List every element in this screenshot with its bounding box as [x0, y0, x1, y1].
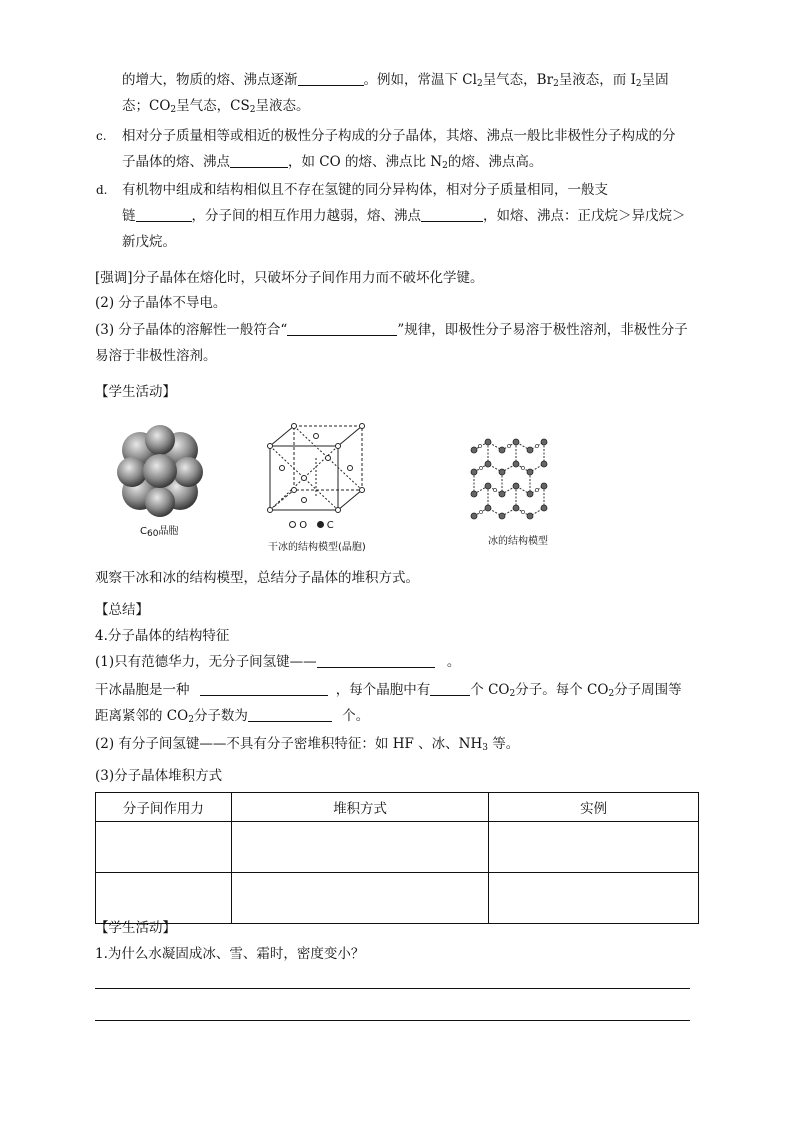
text-line — [122, 126, 676, 146]
text-line — [95, 706, 369, 730]
answer-line[interactable] — [95, 988, 690, 989]
section-heading: 【学生活动】 — [95, 920, 176, 936]
text-line — [122, 152, 542, 176]
caption-text: C — [140, 526, 147, 537]
text: ，如熔、沸点：正戊烷＞异戊烷＞ — [483, 208, 686, 224]
text: (2) 有分子间氢键——不具有分子密堆积特征：如 HF 、冰、NH — [95, 736, 483, 752]
subscript: 2 — [442, 161, 448, 171]
text-line — [95, 652, 460, 672]
answer-blank[interactable] — [287, 321, 397, 336]
subscript: 2 — [608, 689, 615, 699]
text: 。 — [446, 654, 461, 670]
dry-ice-legend — [289, 520, 334, 531]
table-cell[interactable] — [489, 873, 699, 924]
text-line — [122, 70, 669, 94]
text: 分子。每个 CO — [515, 682, 609, 698]
text-line — [122, 96, 309, 120]
subsection-title: (3)分子晶体堆积方式 — [95, 768, 223, 784]
text: 新戊烷。 — [122, 234, 176, 250]
text: 呈液态，而 I — [558, 72, 636, 88]
text: 呈固 — [641, 72, 669, 88]
list-marker-c: c. — [96, 129, 107, 143]
subscript: 2 — [635, 79, 642, 89]
text: 呈液态。 — [255, 98, 310, 114]
text: ，如 CO 的熔、沸点比 N — [288, 154, 443, 170]
c60-cell-figure — [110, 420, 210, 520]
table-cell[interactable] — [96, 822, 232, 873]
text-line — [95, 320, 688, 340]
subscript: 3 — [482, 743, 488, 753]
carbon-marker-icon — [317, 521, 324, 528]
text: 分子数为 — [193, 708, 248, 724]
text: 距离紧邻的 CO — [95, 708, 189, 724]
ice-caption: 冰的结构模型 — [488, 536, 548, 547]
answer-blank[interactable] — [421, 207, 483, 222]
text: 呈气态，CS — [176, 98, 250, 114]
column-header: 堆积方式 — [231, 793, 489, 822]
text: 等。 — [487, 736, 520, 752]
caption-text: 晶胞 — [158, 526, 179, 537]
table-row — [96, 873, 699, 924]
answer-blank[interactable] — [298, 71, 364, 86]
subscript: 2 — [249, 105, 256, 115]
subscript: 2 — [188, 715, 194, 725]
text: 个。 — [342, 708, 370, 724]
dry-ice-cell-figure — [258, 418, 376, 522]
ice-structure-figure — [466, 432, 556, 524]
table-header-row — [96, 793, 699, 822]
text-line — [95, 734, 519, 758]
text-line — [95, 680, 682, 704]
legend-label: C — [326, 520, 334, 531]
section-heading: 【学生活动】 — [95, 384, 176, 400]
c60-balls — [117, 425, 203, 517]
text: (1)只有范德华力，无分子间氢键—— — [95, 654, 317, 670]
column-header: 实例 — [489, 793, 699, 822]
subscript: 2 — [170, 105, 177, 115]
text: 有机物中组成和结构相似且不存在氢键的同分异构体，相对分子质量相同，一般支 — [122, 182, 608, 198]
c60-caption — [140, 522, 178, 539]
text: 的熔、沸点高。 — [447, 154, 543, 170]
text-line: 易溶于非极性溶剂。 — [95, 348, 217, 364]
emphasis-note: [强调]分子晶体在熔化时，只破坏分子间作用力而不破坏化学键。 — [95, 270, 484, 286]
answer-blank[interactable] — [200, 681, 328, 696]
observe-instruction: 观察干冰和冰的结构模型，总结分子晶体的堆积方式。 — [95, 570, 419, 586]
answer-blank[interactable] — [136, 207, 192, 222]
text: 呈气态，Br — [482, 72, 554, 88]
oxygen-marker-icon — [289, 521, 296, 528]
subscript: 2 — [553, 79, 559, 89]
table-cell[interactable] — [231, 873, 489, 924]
table-row — [96, 822, 699, 873]
subsection-title: 4.分子晶体的结构特征 — [95, 628, 230, 644]
text: 。例如，常温下 Cl — [363, 72, 477, 88]
answer-blank[interactable] — [317, 653, 435, 668]
subscript: 2 — [509, 689, 516, 699]
text: 子晶体的熔、沸点 — [122, 154, 230, 170]
table-cell[interactable] — [489, 822, 699, 873]
text: ，每个晶胞中有 — [335, 682, 431, 698]
answer-blank[interactable] — [248, 707, 332, 722]
answer-blank[interactable] — [230, 153, 288, 168]
question-1: 1.为什么水凝固成冰、雪、霜时，密度变小？ — [95, 946, 365, 962]
section-heading: 【总结】 — [95, 602, 149, 618]
text: ，分子间的相互作用力越弱，熔、沸点 — [191, 208, 421, 224]
table-cell[interactable] — [231, 822, 489, 873]
text-line — [122, 206, 686, 226]
legend-label: O — [299, 520, 308, 531]
text: (3) 分子晶体的溶解性一般符合“ — [95, 322, 288, 338]
point-2: (2) 分子晶体不导电。 — [95, 295, 227, 311]
answer-blank[interactable] — [430, 681, 470, 696]
list-marker-d: d. — [96, 183, 108, 197]
text-line — [122, 232, 176, 252]
dry-ice-caption: 干冰的结构模型(晶胞) — [268, 542, 366, 553]
subscript: 2 — [476, 79, 483, 89]
text: ”规律，即极性分子易溶于极性溶剂，非极性分子 — [397, 322, 688, 338]
answer-line[interactable] — [95, 1020, 690, 1021]
text-line — [122, 180, 608, 200]
text: 干冰晶胞是一种 — [95, 682, 190, 698]
table-cell[interactable] — [96, 873, 232, 924]
text: 链 — [122, 208, 136, 224]
stacking-table — [95, 792, 699, 924]
text: 分子周围等 — [614, 682, 682, 698]
text: 的增大，物质的熔、沸点逐渐 — [122, 72, 298, 88]
text: 个 CO — [470, 682, 510, 698]
subscript: 60 — [146, 529, 159, 539]
text: 相对分子质量相等或相近的极性分子构成的分子晶体，其熔、沸点一般比非极性分子构成的分 — [122, 128, 676, 144]
text: 态；CO — [122, 98, 171, 114]
column-header: 分子间作用力 — [96, 793, 232, 822]
